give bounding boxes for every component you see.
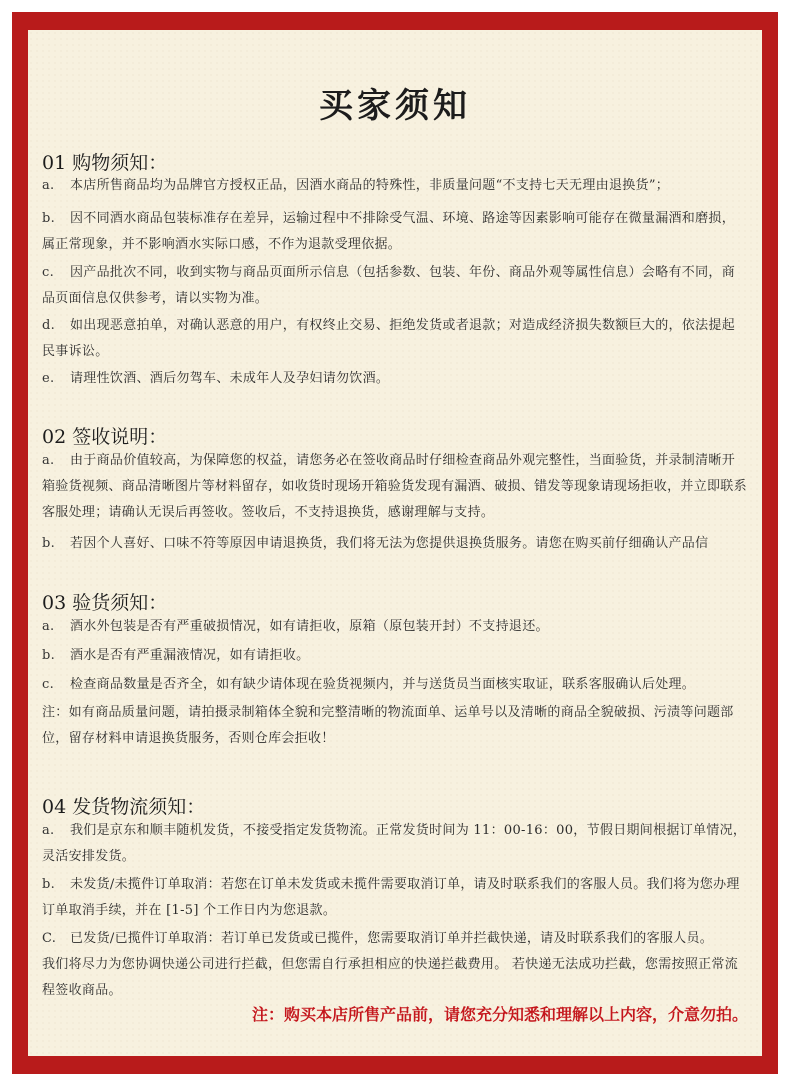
list-item: C. 已发货/已揽件订单取消：若订单已发货或已揽件，您需要取消订单并拦截快递，请及时联系我们的客服人员。 <box>42 931 714 946</box>
list-item: a. 酒水外包装是否有严重破损情况，如有请拒收，原箱（原包装开封）不支持退还。 <box>42 619 549 634</box>
list-item: a. 本店所售商品均为品牌官方授权正品，因酒水商品的特殊性，非质量问题“不支持七天无理由退换货”； <box>42 178 670 193</box>
page-title: 买家须知 <box>319 86 471 126</box>
list-item: a. 由于商品价值较高，为保障您的权益，请您务必在签收商品时仔细检查商品外观完整性，当面验货，并录制清晰开箱验货视频、商品清晰图片等材料留存，如收货时现场开箱验货发现有漏酒、破损、错发等现象请现场拒收，并立即联系客服处理；请确认无误后再签收。签收后，不支持退换货，感谢理解与支持。 <box>42 453 747 520</box>
shipping-tail-text: 我们将尽力为您协调快递公司进行拦截，但您需自行承担相应的快递拦截费用。 若快递无法成功拦截，您需按照正常流程签收商品。 <box>42 957 739 998</box>
list-item: c. 检查商品数量是否齐全，如有缺少请体现在验货视频内，并与送货员当面核实取证，联系客服确认后处理。 <box>42 677 696 692</box>
section-heading-shipping: 04 发货物流须知： <box>42 796 206 818</box>
section-heading-shopping: 01 购物须知： <box>42 152 168 174</box>
list-item: b. 因不同酒水商品包装标准存在差异，运输过程中不排除受气温、环境、路途等因素影响可能存在微量漏酒和磨损，属正常现象，并不影响酒水实际口感，不作为退款受理依据。 <box>42 211 736 252</box>
list-item: d. 如出现恶意拍单，对确认恶意的用户，有权终止交易、拒绝发货或者退款；对造成经济损失数额巨大的，依法提起民事诉讼。 <box>42 318 736 359</box>
section-heading-receipt: 02 签收说明： <box>42 426 168 448</box>
notice-paper <box>28 30 762 1056</box>
section-heading-inspection: 03 验货须知： <box>42 592 168 614</box>
list-item: b. 酒水是否有严重漏液情况，如有请拒收。 <box>42 648 310 663</box>
inspection-note: 注：如有商品质量问题，请拍摄录制箱体全貌和完整清晰的物流面单、运单号以及清晰的商品全貌破损、污渍等问题部位，留存材料申请退换货服务，否则仓库会拒收！ <box>42 705 734 746</box>
red-frame <box>12 12 778 1074</box>
list-item: e. 请理性饮酒、酒后勿驾车、未成年人及孕妇请勿饮酒。 <box>42 371 390 386</box>
list-item: b. 若因个人喜好、口味不符等原因申请退换货，我们将无法为您提供退换货服务。请您在购买前仔细确认产品信 <box>42 536 709 551</box>
list-item: c. 因产品批次不同，收到实物与商品页面所示信息（包括参数、包装、年份、商品外观等属性信息）会略有不同，商品页面信息仅供参考，请以实物为准。 <box>42 265 736 306</box>
list-item: b. 未发货/未揽件订单取消：若您在订单未发货或未揽件需要取消订单，请及时联系我们的客服人员。我们将为您办理订单取消手续，并在 [1-5] 个工作日内为您退款。 <box>42 877 740 918</box>
list-item: a. 我们是京东和顺丰随机发货，不接受指定发货物流。正常发货时间为 11：00-16：00，节假日期间根据订单情况，灵活安排发货。 <box>42 823 747 864</box>
footer-warning: 注：购买本店所售产品前，请您充分知悉和理解以上内容，介意勿拍。 <box>251 1005 748 1024</box>
